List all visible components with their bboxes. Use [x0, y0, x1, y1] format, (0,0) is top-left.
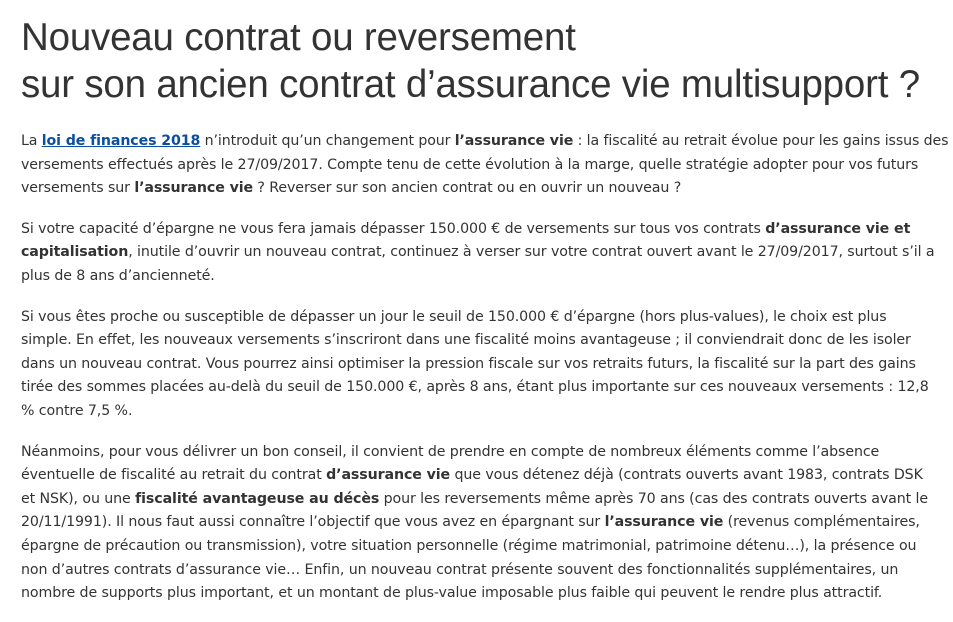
text: 20/11/1991). Il nous faut aussi connaître l’objectif que vous avez en épargnant sur — [21, 514, 605, 531]
text: versements sur — [21, 180, 135, 197]
text: éventuelle de fiscalité au retrait du contrat — [21, 467, 327, 484]
paragraph-line: % contre 7,5 %. — [21, 402, 133, 419]
paragraph-line — [21, 130, 947, 154]
paragraph-capacity — [21, 218, 947, 289]
bold-keyword: d’assurance vie — [326, 467, 451, 484]
paragraph-line: Si vous êtes proche ou susceptible de dépasser un jour le seuil de 150.000 € d’épargne (hors plus-values), le choix est plus — [21, 308, 887, 325]
paragraph-intro — [21, 130, 947, 201]
text: , inutile d’ouvrir un nouveau contrat, continuez à verser sur votre contrat ouvert avant le 27/09/2017, surtout s’il a — [128, 244, 935, 261]
paragraph-line — [21, 218, 947, 242]
article — [21, 0, 947, 606]
bold-keyword: capitalisation — [21, 244, 129, 261]
paragraph-line — [21, 511, 947, 535]
paragraph-line: tirée des sommes placées au-delà du seuil de 150.000 €, après 8 ans, étant plus importante sur ces nouveaux versements : 12,8 — [21, 379, 929, 396]
paragraph-line — [21, 464, 947, 488]
text: que vous détenez déjà (contrats ouverts avant 1983, contrats DSK — [450, 467, 923, 484]
bold-keyword: fiscalité avantageuse au décès — [135, 490, 380, 507]
paragraph-line: dans un nouveau contrat. Vous pourrez ainsi optimiser la pression fiscale sur vos retraits futurs, la fiscalité sur la part des gains — [21, 355, 916, 372]
paragraph-advice — [21, 441, 947, 606]
loi-de-finances-link[interactable]: loi de finances 2018 — [41, 133, 201, 149]
paragraph-line: épargne de précaution ou transmission), votre situation personnelle (régime matrimonial, patrimoine détenu…), la présence ou — [21, 537, 917, 554]
bold-keyword: l’assurance vie — [454, 133, 574, 149]
paragraph-line: nombre de supports plus important, et un montant de plus-value imposable plus faible qui peuvent le rendre plus attractif. — [21, 585, 883, 602]
paragraph-threshold — [21, 306, 947, 424]
page-title-line-1: Nouveau contrat ou reversement — [21, 16, 576, 59]
text: n’introduit qu’un changement pour — [200, 133, 455, 149]
text: pour les reversements même après 70 ans (cas des contrats ouverts avant le — [379, 490, 928, 507]
text: : la fiscalité au retrait évolue pour les gains issus des — [573, 133, 949, 149]
paragraph-line: plus de 8 ans d’ancienneté. — [21, 267, 215, 284]
paragraph-line — [21, 488, 947, 512]
paragraph-line: simple. En effet, les nouveaux versements s’inscriront dans une fiscalité moins avantageuse ; il conviendrait donc de les isoler — [21, 332, 911, 349]
page-title — [21, 0, 947, 108]
paragraph-line — [21, 177, 947, 201]
paragraph-line: Néanmoins, pour vous délivrer un bon conseil, il convient de prendre en compte de nombreux éléments comme l’absence — [21, 443, 880, 460]
paragraph-line: non d’autres contrats d’assurance vie… Enfin, un nouveau contrat présente souvent des fonctionnalités supplémentaires, un — [21, 561, 899, 578]
bold-keyword: l’assurance vie — [134, 180, 254, 197]
text: La — [21, 133, 42, 149]
text: (revenus complémentaires, — [723, 514, 920, 531]
text: et NSK), ou une — [21, 490, 136, 507]
paragraph-line: versements effectués après le 27/09/2017. Compte tenu de cette évolution à la marge, quelle stratégie adopter pour vos futurs — [21, 156, 919, 173]
text: ? Reverser sur son ancien contrat ou en ouvrir un nouveau ? — [253, 180, 682, 197]
bold-keyword: d’assurance vie et — [765, 220, 911, 237]
text: Si votre capacité d’épargne ne vous fera jamais dépasser 150.000 € de versements sur tous vos contrats — [21, 220, 766, 237]
bold-keyword: l’assurance vie — [604, 514, 724, 531]
page-title-line-2: sur son ancien contrat d’assurance vie multisupport ? — [21, 63, 920, 106]
paragraph-line — [21, 241, 947, 265]
